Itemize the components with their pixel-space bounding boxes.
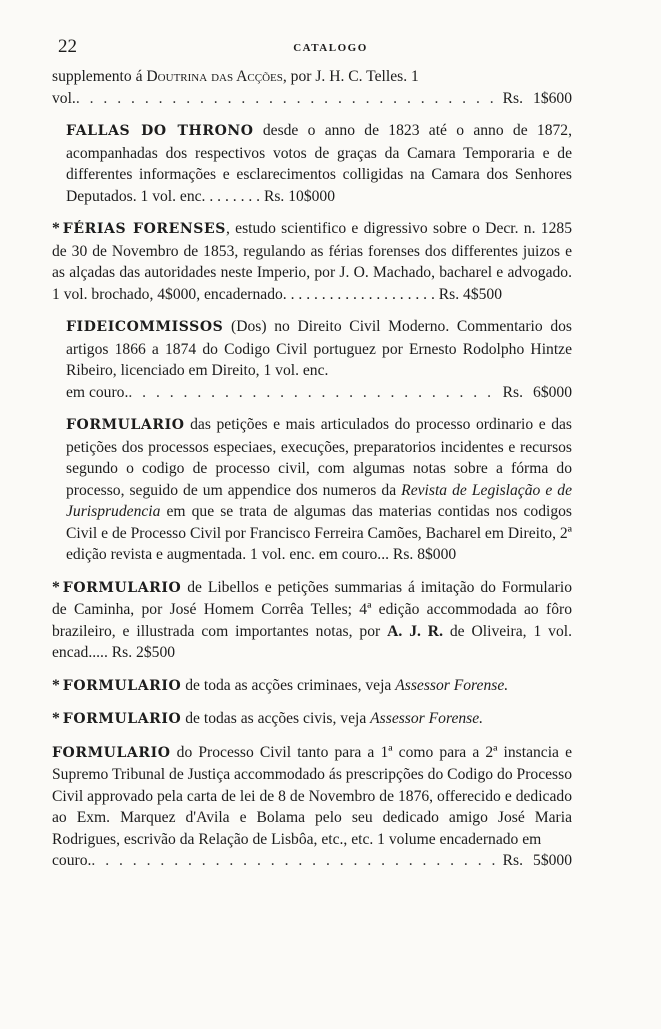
entry-text: das petições e mais articulados do processo ordinario e das petições dos processos especiaes, execuções, preparatorios incidentes e recursos segundo o codigo de processo civil, com algumas notas sobre a fórma do processo, seguido de um appendice dos numeros da bbox=[66, 416, 572, 499]
journal-title: Revista de Legislação e de Jurisprudencia bbox=[66, 481, 572, 520]
currency-label: Rs. bbox=[502, 383, 524, 401]
catalog-entry bbox=[52, 742, 572, 872]
entry-text: do Processo Civil tanto para a 1ª como para a 2ª instancia e Supremo Tribunal de Justiça accommodado ás prescripções do Codigo do Processo Civil approvado pela carta de lei de 8 de Novembro de 1876, offerecido e dedicado ao Exm. Marquez d'Avila e Bolama pelo seu dedicado amigo José Maria Rodrigues, escrivão da Relação de Lisbôa, etc., etc. 1 volume encadernado em bbox=[52, 743, 572, 848]
entry-title: FÉRIAS FORENSES bbox=[62, 221, 226, 237]
currency-label: Rs. bbox=[438, 285, 460, 303]
currency-label: Rs. bbox=[502, 89, 524, 107]
asterisk-mark: * bbox=[52, 676, 60, 694]
cross-reference: Assessor Forense. bbox=[370, 710, 484, 727]
entry-title: FORMULARIO bbox=[62, 711, 182, 727]
price-value: 8$000 bbox=[417, 546, 457, 563]
dot-leader: . . . . . . . bbox=[209, 187, 264, 205]
author-initials: A. J. R. bbox=[387, 622, 443, 640]
price-line bbox=[66, 382, 572, 404]
entry-text: (Dos) no Direito Civil Moderno. Commentario dos artigos 1866 a 1874 do Codigo Civil portuguez por Ernesto Rodolpho Hintze Ribeiro, licenciado em Direito, 1 vol. enc. bbox=[66, 318, 572, 379]
entry-text: das bbox=[207, 68, 237, 85]
entry-text: supplemento á bbox=[52, 68, 147, 85]
asterisk-mark: * bbox=[52, 220, 60, 237]
entry-text: couro. bbox=[52, 852, 92, 869]
asterisk-mark: * bbox=[52, 578, 60, 596]
price-value: 10$000 bbox=[288, 187, 336, 205]
cross-reference: Assessor Forense. bbox=[395, 676, 509, 694]
entry-text: em que se trata de algumas das materias contidas nos codigos Civil e de Processo Civil por Francisco Ferreira Camões, Bacharel em Direito, 2ª edição revista e augmentada. 1 vol. enc. em couro... bbox=[66, 503, 572, 563]
entry-text: , por J. H. C. Telles. 1 bbox=[282, 68, 419, 85]
entry-title: FIDEICOMMISSOS bbox=[66, 319, 224, 335]
price-line bbox=[52, 850, 572, 872]
entry-text: de toda as acções criminaes, veja bbox=[181, 676, 396, 694]
dot-leader bbox=[91, 850, 496, 872]
entry-text: Acções bbox=[236, 68, 283, 85]
catalog-entry bbox=[52, 414, 572, 566]
dot-leader bbox=[128, 382, 496, 404]
catalog-entry bbox=[52, 577, 572, 664]
page-number: 22 bbox=[58, 36, 77, 57]
entry-text: , estudo scientifico e digressivo sobre o Decr. n. 1285 de 30 de Novembro de 1853, regulando as férias forenses dos differentes juizos e as alçadas das autoridades neste Imperio, por J. O. Machado, bacharel e advogado. 1 vol. brochado, 4$000, encadernado. bbox=[52, 220, 572, 303]
dot-leader bbox=[76, 88, 497, 110]
catalog-entry bbox=[52, 675, 572, 698]
price-value: 2$500 bbox=[136, 644, 176, 661]
entry-text: vol. bbox=[52, 89, 76, 107]
currency-label: Rs. bbox=[502, 852, 524, 869]
asterisk-mark: * bbox=[52, 710, 60, 727]
currency-label: Rs. bbox=[392, 546, 414, 563]
catalog-entry bbox=[52, 316, 572, 403]
entry-text: de Oliveira, 1 vol. encad..... bbox=[52, 622, 572, 661]
catalog-entry bbox=[52, 708, 572, 731]
currency-label: Rs. bbox=[263, 187, 285, 205]
price-value: 1$600 bbox=[533, 89, 572, 107]
price-value: 5$000 bbox=[533, 852, 572, 869]
entry-title: FORMULARIO bbox=[66, 417, 185, 433]
catalog-entry bbox=[52, 66, 572, 109]
entry-text: de todas as acções civis, veja bbox=[181, 710, 371, 727]
currency-label: Rs. bbox=[111, 644, 133, 661]
price-line bbox=[52, 88, 572, 110]
catalog-entry bbox=[52, 120, 572, 207]
entry-title: FORMULARIO bbox=[62, 677, 182, 694]
running-title: CATALOGO bbox=[293, 42, 368, 54]
entry-title: FORMULARIO bbox=[52, 744, 171, 761]
entry-text: Doutrina bbox=[146, 68, 208, 85]
entry-text: de Libellos e petições summarias á imitação do Formulario de Caminha, por José Homem Corrêa Telles; 4ª edição accommodada ao fôro brazileiro, e illustrada com importantes notas, por bbox=[52, 578, 572, 640]
catalog-body bbox=[52, 66, 572, 883]
page-header bbox=[58, 36, 603, 58]
entry-text: 1 vol. enc. bbox=[140, 187, 206, 205]
price-value: 4$500 bbox=[463, 285, 503, 303]
entry-title: FALLAS DO THRONO bbox=[66, 123, 254, 139]
entry-text: em couro. bbox=[66, 383, 129, 401]
entry-text: desde o anno de 1823 até o anno de 1872, acompanhadas dos respectivos votos de graças da Camara Temporaria e de differentes informações e esclarecimentos colligidas na Camara dos Senhores Deputados. bbox=[66, 122, 572, 205]
price-value: 6$000 bbox=[533, 383, 572, 401]
catalog-entry bbox=[52, 218, 572, 305]
entry-title: FORMULARIO bbox=[62, 579, 182, 596]
dot-leader: . . . . . . . . . . . . . . . . . . . bbox=[290, 285, 439, 303]
